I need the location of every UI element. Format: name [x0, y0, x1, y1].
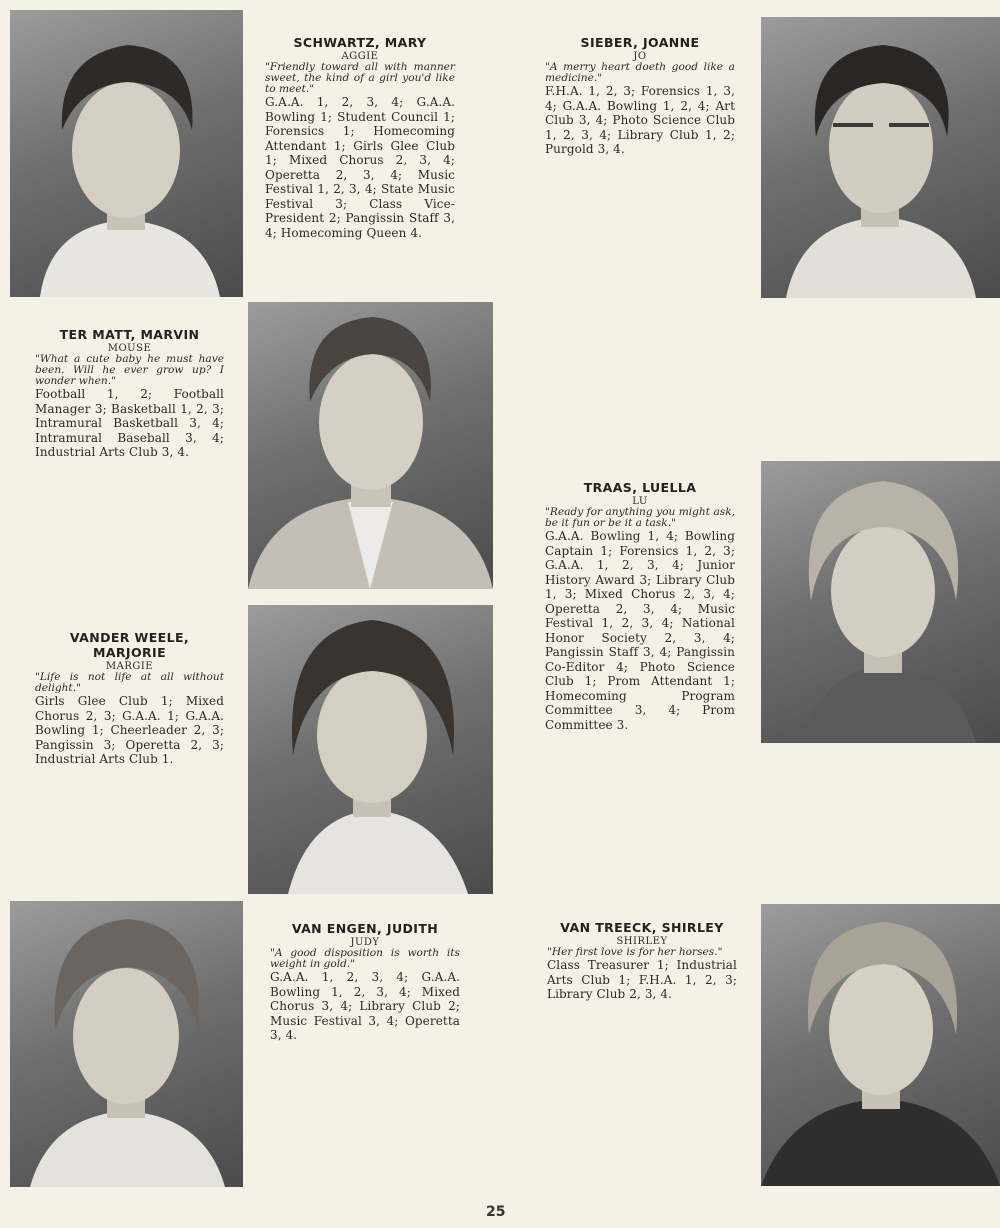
student-activities: Football 1, 2; Football Manager 3; Basketball 1, 2, 3; Intramural Basketball 3, 4; Intramural Baseball 3, 4; Industrial Arts Club 3, 4. — [35, 387, 224, 459]
student-quote: "Friendly toward all with manner sweet, the kind of a girl you'd like to meet." — [265, 61, 455, 95]
portrait-photo-vanengen — [10, 901, 243, 1187]
student-nickname: MOUSE — [107, 343, 152, 354]
student-nickname: JO — [633, 51, 647, 62]
student-entry-vanengen — [270, 921, 460, 1043]
student-entry-vanderweele — [35, 630, 224, 767]
portrait-photo-vanderweele — [248, 605, 493, 894]
student-name: VAN ENGEN, JUDITH — [291, 921, 439, 936]
student-nickname: LU — [632, 496, 648, 507]
student-name: TRAAS, LUELLA — [583, 480, 697, 495]
student-name: SIEBER, JOANNE — [580, 35, 700, 50]
student-name: SCHWARTZ, MARY — [293, 35, 427, 50]
portrait-photo-sieber — [761, 17, 1000, 298]
student-quote: "What a cute baby he must have been. Will he ever grow up? I wonder when." — [35, 353, 224, 387]
student-name: VAN TREECK, SHIRLEY — [560, 920, 724, 935]
student-activities: G.A.A. Bowling 1, 4; Bowling Captain 1; Forensics 1, 2, 3; G.A.A. 1, 2, 3, 4; Junior History Award 3; Library Club 1, 3; Mixed Chorus 2, 3, 4; Operetta 2, 3, 4; Music Festival 1, 2, 3, 4; National Honor Society 2, 3, 4; Pangissin Staff 3, 4; Pangissin Co-Editor 4; Photo Science Club 1; Prom Attendant 1; Homecoming Program Committee 3, 4; Prom Committee 3. — [545, 529, 735, 732]
student-nickname: SHIRLEY — [616, 936, 668, 947]
student-quote: "Her first love is for her horses." — [547, 946, 723, 958]
student-name: VANDER WEELE, MARJORIE — [69, 630, 190, 660]
student-activities: G.A.A. 1, 2, 3, 4; G.A.A. Bowling 1, 2, 3, 4; Mixed Chorus 3, 4; Library Club 2; Music Festival 3, 4; Operetta 3, 4. — [270, 970, 460, 1042]
student-quote: "A merry heart doeth good like a medicine." — [545, 61, 735, 84]
student-entry-termatt — [35, 327, 224, 460]
portrait-photo-termatt — [248, 302, 493, 589]
portrait-photo-schwartz — [10, 10, 243, 297]
student-nickname: JUDY — [350, 937, 380, 948]
student-activities: F.H.A. 1, 2, 3; Forensics 1, 3, 4; G.A.A. Bowling 1, 2, 4; Art Club 3, 4; Photo Science Club 1, 2, 3, 4; Library Club 1, 2; Purgold 3, 4. — [545, 84, 735, 156]
student-entry-schwartz — [265, 35, 455, 240]
student-quote: "A good disposition is worth its weight in gold." — [270, 947, 460, 970]
student-quote: "Life is not life at all without delight." — [35, 671, 224, 694]
student-entry-sieber — [545, 35, 735, 157]
student-name: TER MATT, MARVIN — [59, 327, 200, 342]
student-activities: Class Treasurer 1; Industrial Arts Club 1; F.H.A. 1, 2, 3; Library Club 2, 3, 4. — [547, 958, 737, 1001]
student-entry-traas — [545, 480, 735, 732]
portrait-photo-traas — [761, 461, 1000, 743]
page-number: 25 — [486, 1204, 506, 1220]
portrait-photo-vantreeck — [761, 904, 1000, 1186]
student-activities: G.A.A. 1, 2, 3, 4; G.A.A. Bowling 1; Student Council 1; Forensics 1; Homecoming Attendant 1; Girls Glee Club 1; Mixed Chorus 2, 3, 4; Operetta 2, 3, 4; Music Festival 1, 2, 3, 4; State Music Festival 3; Class Vice-President 2; Pangissin Staff 3, 4; Homecoming Queen 4. — [265, 95, 455, 240]
student-nickname: MARGIE — [105, 661, 154, 672]
student-quote: "Ready for anything you might ask, be it fun or be it a task." — [545, 506, 735, 529]
student-nickname: AGGIE — [341, 51, 379, 62]
student-activities: Girls Glee Club 1; Mixed Chorus 2, 3; G.A.A. 1; G.A.A. Bowling 1; Cheerleader 2, 3; Pangissin 3; Operetta 2, 3; Industrial Arts Club 1. — [35, 694, 224, 766]
student-entry-vantreeck — [547, 920, 737, 1002]
